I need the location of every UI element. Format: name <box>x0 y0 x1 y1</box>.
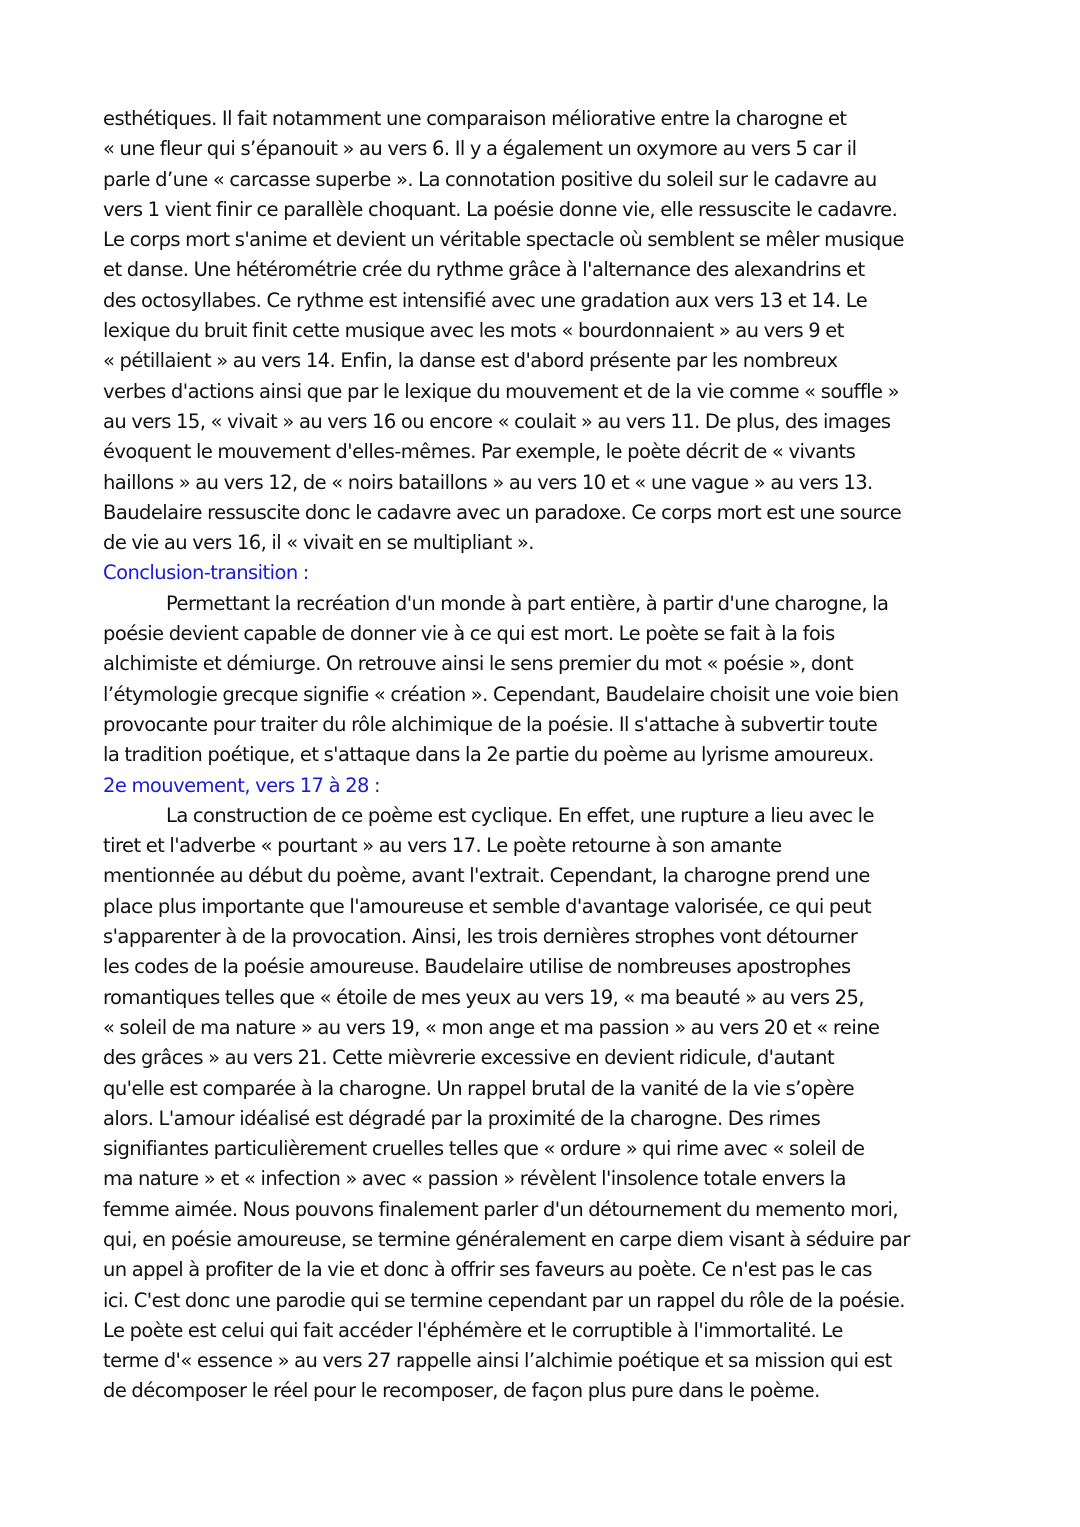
text-line: les codes de la poésie amoureuse. Baudelaire utilise de nombreuses apostrophes <box>103 955 851 979</box>
text-line: poésie devient capable de donner vie à ce qui est mort. Le poète se fait à la fois <box>103 622 835 646</box>
text-line: femme aimée. Nous pouvons finalement parler d'un détournement du memento mori, <box>103 1197 898 1221</box>
text-line: ici. C'est donc une parodie qui se termine cependant par un rappel du rôle de la poésie. <box>103 1288 905 1312</box>
text-line: verbes d'actions ainsi que par le lexique du mouvement et de la vie comme « souffle » <box>103 379 899 403</box>
paragraph-movement-2 <box>103 801 983 1407</box>
text-line: s'apparenter à de la provocation. Ainsi, les trois dernières strophes vont détourner <box>103 925 858 949</box>
text-line: Le poète est celui qui fait accéder l'éphémère et le corruptible à l'immortalité. Le <box>103 1318 843 1342</box>
text-line: des octosyllabes. Ce rythme est intensifié avec une gradation aux vers 13 et 14. Le <box>103 288 868 312</box>
text-line: des grâces » au vers 21. Cette mièvrerie excessive en devient ridicule, d'autant <box>103 1046 835 1070</box>
text-line: lexique du bruit finit cette musique avec les mots « bourdonnaient » au vers 9 et <box>103 319 844 343</box>
text-line: et danse. Une hétérométrie crée du rythme grâce à l'alternance des alexandrins et <box>103 258 865 282</box>
text-line: tiret et l'adverbe « pourtant » au vers 17. Le poète retourne à son amante <box>103 834 782 858</box>
text-line: évoquent le mouvement d'elles-mêmes. Par exemple, le poète décrit de « vivants <box>103 440 856 464</box>
text-line: vers 1 vient finir ce parallèle choquant. La poésie donne vie, elle ressuscite le cadavre. <box>103 197 898 221</box>
text-line: « pétillaient » au vers 14. Enfin, la danse est d'abord présente par les nombreux <box>103 349 838 373</box>
text-line: place plus importante que l'amoureuse et semble d'avantage valorisée, ce qui peut <box>103 894 872 918</box>
text-line: signifiantes particulièrement cruelles telles que « ordure » qui rime avec « soleil de <box>103 1137 865 1161</box>
text-line: mentionnée au début du poème, avant l'extrait. Cependant, la charogne prend une <box>103 864 870 888</box>
text-line: « soleil de ma nature » au vers 19, « mon ange et ma passion » au vers 20 et « reine <box>103 1015 880 1039</box>
text-line: esthétiques. Il fait notamment une comparaison méliorative entre la charogne et <box>103 107 847 130</box>
text-line: ma nature » et « infection » avec « passion » révèlent l'insolence totale envers la <box>103 1167 846 1191</box>
text-line: Le corps mort s'anime et devient un véritable spectacle où semblent se mêler musique <box>103 228 904 252</box>
text-line: alors. L'amour idéalisé est dégradé par la proximité de la charogne. Des rimes <box>103 1106 821 1130</box>
text-line: Baudelaire ressuscite donc le cadavre avec un paradoxe. Ce corps mort est une source <box>103 500 902 524</box>
paragraph-conclusion-transition <box>103 589 983 771</box>
text-line: de vie au vers 16, il « vivait en se multipliant ». <box>103 531 534 555</box>
text-line: qui, en poésie amoureuse, se termine généralement en carpe diem visant à séduire par <box>103 1227 910 1251</box>
text-line: romantiques telles que « étoile de mes yeux au vers 19, « ma beauté » au vers 25, <box>103 985 864 1009</box>
heading-conclusion-transition: Conclusion-transition : <box>103 561 309 585</box>
text-line: de décomposer le réel pour le recomposer, de façon plus pure dans le poème. <box>103 1379 820 1403</box>
text-line: qu'elle est comparée à la charogne. Un rappel brutal de la vanité de la vie s’opère <box>103 1076 855 1100</box>
document-page <box>103 104 983 1407</box>
paragraph-section1-continuation <box>103 104 983 558</box>
text-line: « une fleur qui s’épanouit » au vers 6. Il y a également un oxymore au vers 5 car il <box>103 137 857 161</box>
text-line: haillons » au vers 12, de « noirs bataillons » au vers 10 et « une vague » au vers 13. <box>103 470 873 494</box>
text-line: terme d'« essence » au vers 27 rappelle ainsi l’alchimie poétique et sa mission qui est <box>103 1349 892 1373</box>
text-line: provocante pour traiter du rôle alchimique de la poésie. Il s'attache à subvertir toute <box>103 712 878 736</box>
text-line: parle d’une « carcasse superbe ». La connotation positive du soleil sur le cadavre au <box>103 167 877 191</box>
text-line: Permettant la recréation d'un monde à part entière, à partir d'une charogne, la <box>166 591 889 615</box>
text-line: au vers 15, « vivait » au vers 16 ou encore « coulait » au vers 11. De plus, des images <box>103 409 891 433</box>
text-line: l’étymologie grecque signifie « création ». Cependant, Baudelaire choisit une voie bien <box>103 682 899 706</box>
heading-movement-2: 2e mouvement, vers 17 à 28 : <box>103 773 381 797</box>
text-line: la tradition poétique, et s'attaque dans la 2e partie du poème au lyrisme amoureux. <box>103 743 874 767</box>
text-line: alchimiste et démiurge. On retrouve ainsi le sens premier du mot « poésie », dont <box>103 652 854 676</box>
text-line: un appel à profiter de la vie et donc à offrir ses faveurs au poète. Ce n'est pas le cas <box>103 1258 872 1282</box>
text-line: La construction de ce poème est cyclique. En effet, une rupture a lieu avec le <box>166 803 874 827</box>
